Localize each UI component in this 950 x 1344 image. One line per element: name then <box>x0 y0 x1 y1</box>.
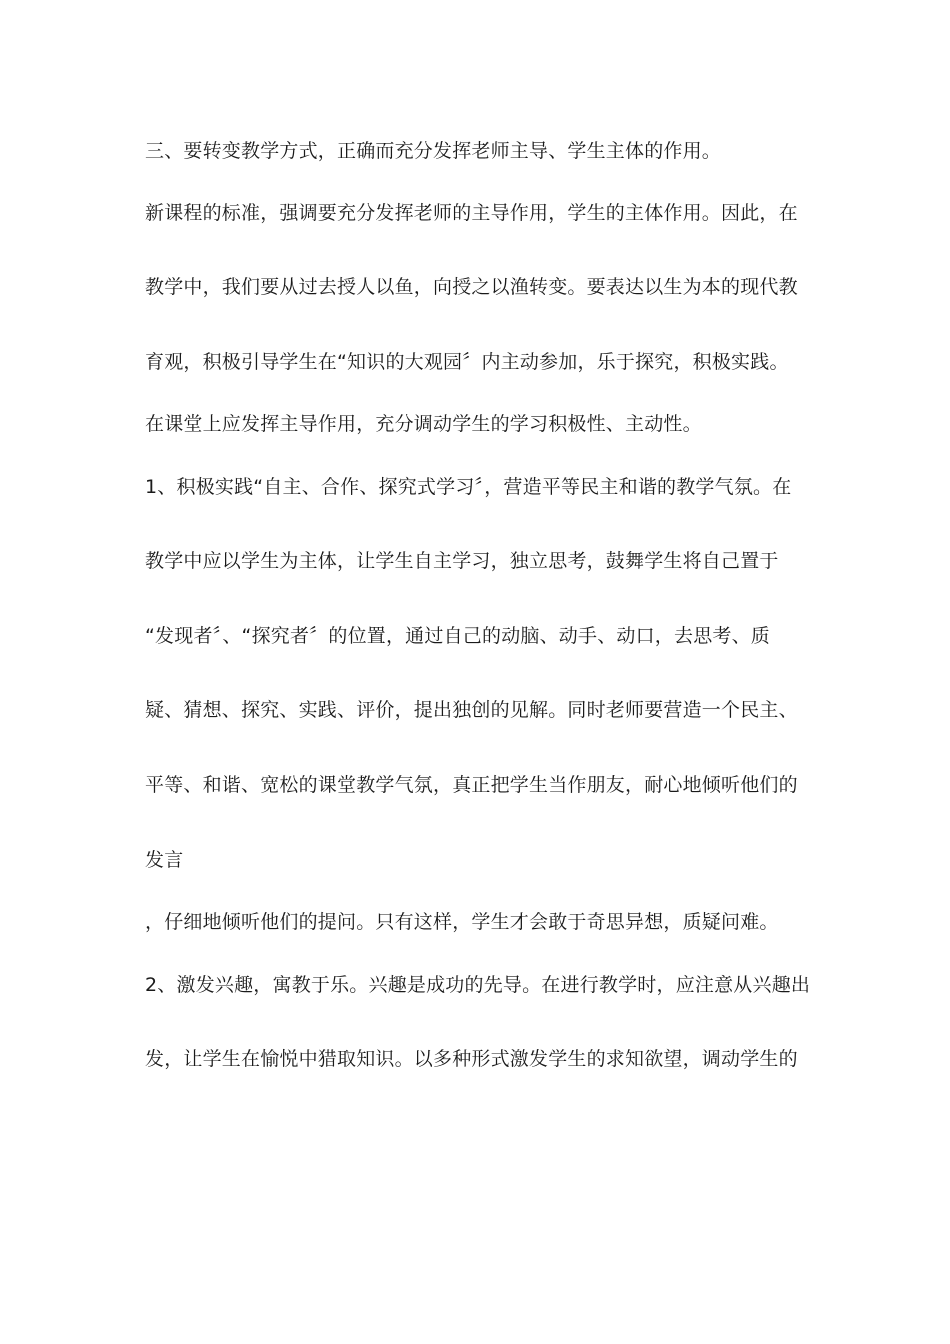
paragraph-line: 发，让学生在愉悦中猎取知识。以多种形式激发学生的求知欲望，调动学生的 <box>145 1048 798 1070</box>
paragraph-line: 新课程的标准，强调要充分发挥老师的主导作用，学生的主体作用。因此，在 <box>145 202 798 224</box>
paragraph-line: 疑、猜想、探究、实践、评价，提出独创的见解。同时老师要营造一个民主、 <box>145 699 798 721</box>
paragraph-line: 发言 <box>145 849 184 871</box>
paragraph-line: 教学中应以学生为主体，让学生自主学习，独立思考，鼓舞学生将自己置于 <box>145 550 779 572</box>
paragraph-line: 平等、和谐、宽松的课堂教学气氛，真正把学生当作朋友，耐心地倾听他们的 <box>145 774 798 796</box>
paragraph-line: 1、积极实践“自主、合作、探究式学习〞，营造平等民主和谐的教学气氛。在 <box>145 476 792 498</box>
paragraph-line: 在课堂上应发挥主导作用，充分调动学生的学习积极性、主动性。 <box>145 413 702 435</box>
paragraph-line: 2、激发兴趣，寓教于乐。兴趣是成功的先导。在进行教学时，应注意从兴趣出 <box>145 974 811 996</box>
heading-section-3: 三、要转变教学方式，正确而充分发挥老师主导、学生主体的作用。 <box>145 140 722 162</box>
paragraph-line: ，仔细地倾听他们的提问。只有这样，学生才会敢于奇思异想，质疑问难。 <box>145 911 779 933</box>
paragraph-line: 育观，积极引导学生在“知识的大观园〞内主动参加，乐于探究，积极实践。 <box>145 351 789 373</box>
paragraph-line: 教学中，我们要从过去授人以鱼，向授之以渔转变。要表达以生为本的现代教 <box>145 276 798 298</box>
paragraph-line: “发现者〞、“探究者〞的位置，通过自己的动脑、动手、动口，去思考、质 <box>145 625 770 647</box>
